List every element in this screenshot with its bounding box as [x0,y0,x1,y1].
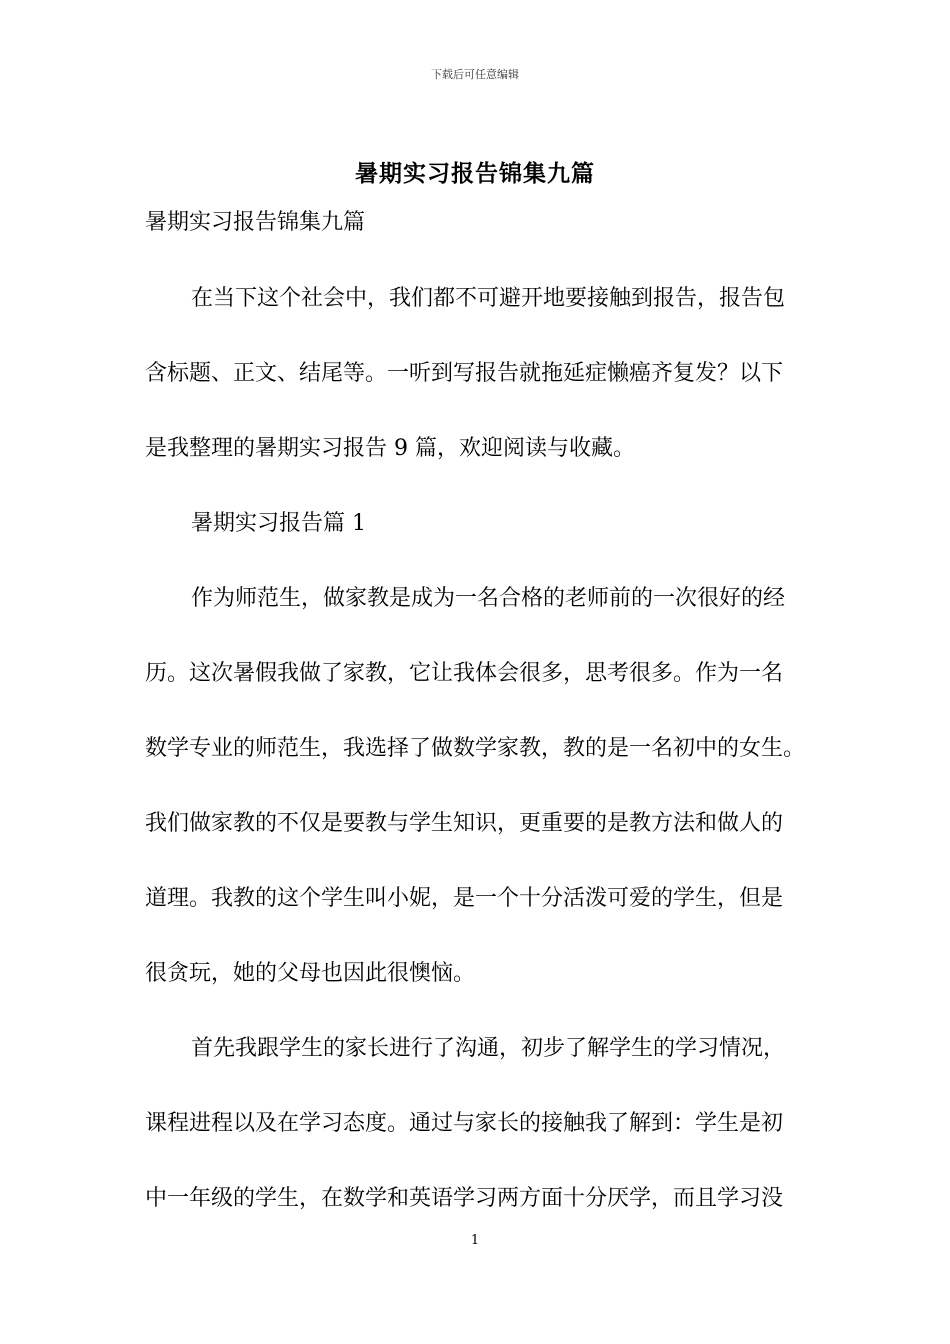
header-note: 下载后可任意编辑 [431,68,519,81]
paragraph-line: 是我整理的暑期实习报告 9 篇，欢迎阅读与收藏。 [145,436,635,461]
paragraph-line: 含标题、正文、结尾等。一听到写报告就拖延症懒癌齐复发？以下 [145,361,784,386]
section-heading: 暑期实习报告篇 1 [191,511,366,536]
paragraph-line: 数学专业的师范生，我选择了做数学家教，教的是一名初中的女生。 [145,736,806,761]
subtitle-line: 暑期实习报告锦集九篇 [145,210,366,235]
paragraph-line: 课程进程以及在学习态度。通过与家长的接触我了解到：学生是初 [145,1111,784,1136]
paragraph-line: 首先我跟学生的家长进行了沟通，初步了解学生的学习情况， [191,1036,786,1061]
paragraph-line: 道理。我教的这个学生叫小妮，是一个十分活泼可爱的学生，但是 [145,886,784,911]
paragraph-line: 在当下这个社会中，我们都不可避开地要接触到报告，报告包 [191,286,786,311]
paragraph-line: 中一年级的学生，在数学和英语学习两方面十分厌学，而且学习没 [145,1186,784,1211]
paragraph-line: 很贪玩，她的父母也因此很懊恼。 [145,961,476,986]
document-title: 暑期实习报告锦集九篇 [355,160,595,187]
page-number: 1 [470,1233,480,1248]
paragraph-line: 历。这次暑假我做了家教，它让我体会很多，思考很多。作为一名 [145,661,784,686]
paragraph-line: 作为师范生，做家教是成为一名合格的老师前的一次很好的经 [191,586,786,611]
paragraph-line: 我们做家教的不仅是要教与学生知识，更重要的是教方法和做人的 [145,811,784,836]
